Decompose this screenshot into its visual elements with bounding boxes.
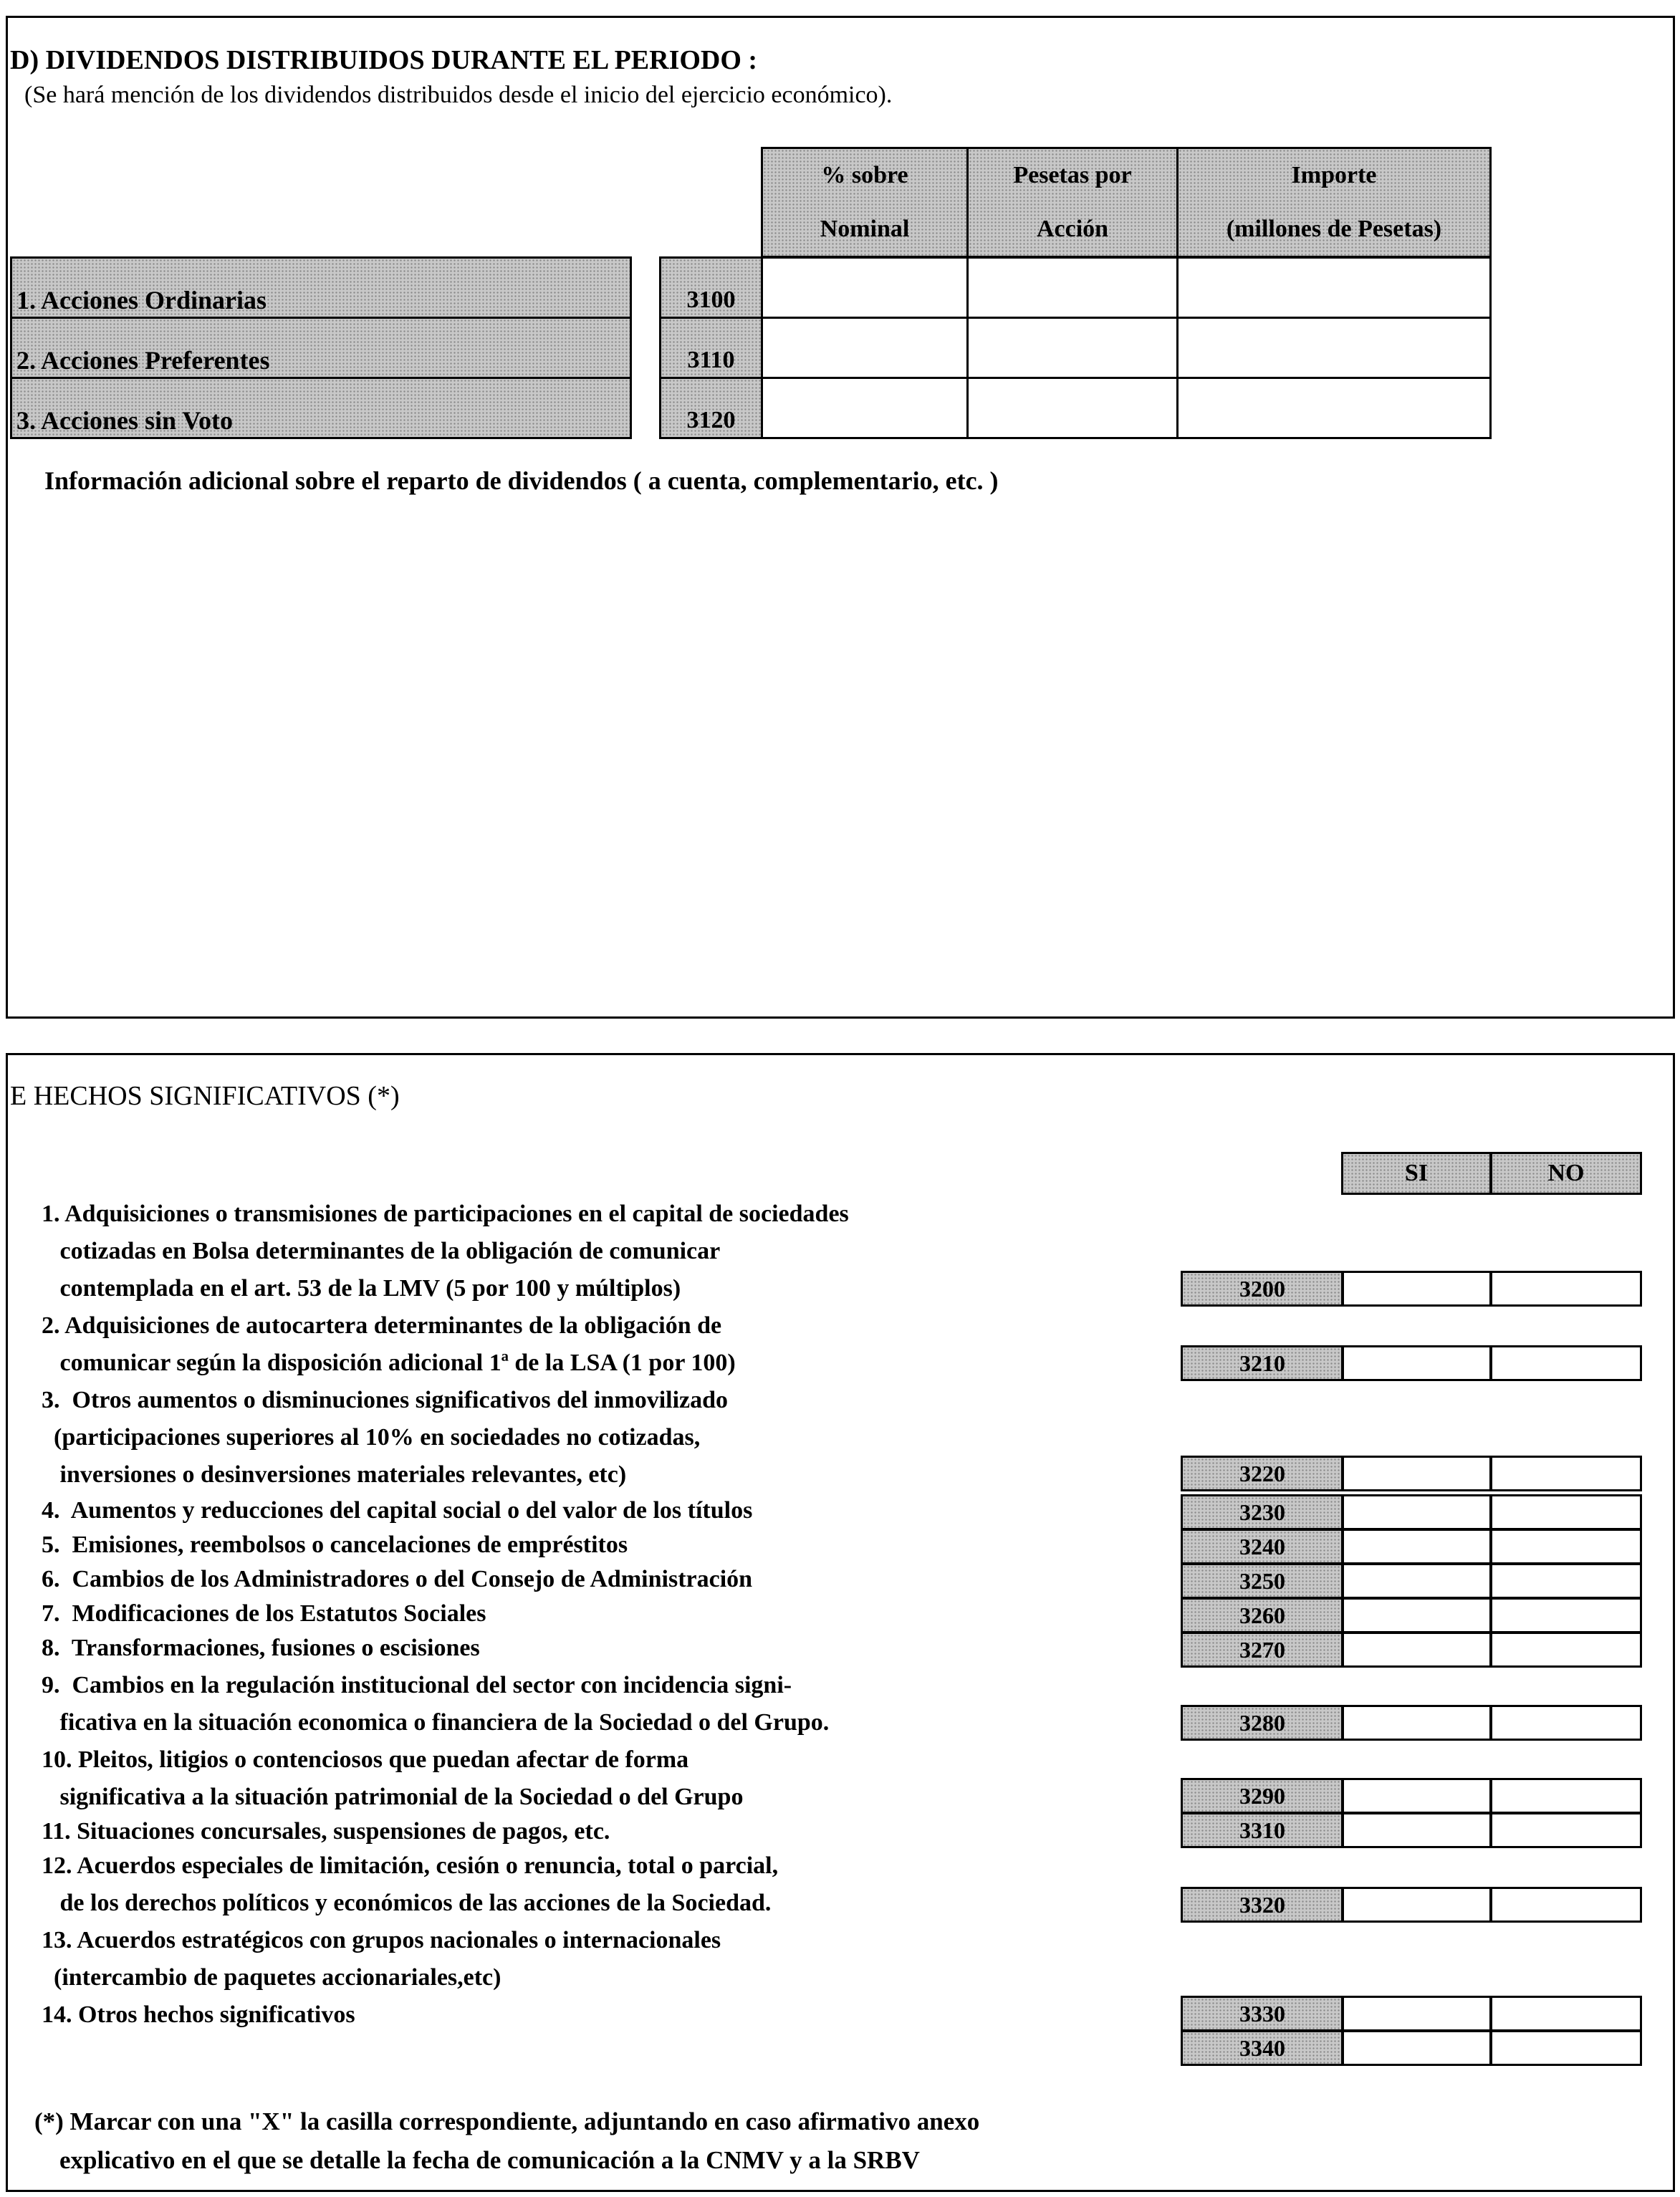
fact-code-text: 3220: [1239, 1460, 1285, 1486]
fact-code: [1181, 1778, 1344, 1814]
significant-fact-line: 7. Modificaciones de los Estatutos Sociales: [42, 1600, 486, 1627]
significant-fact-line: 4. Aumentos y reducciones del capital social o del valor de los títulos: [42, 1497, 753, 1524]
si-checkbox[interactable]: [1341, 1597, 1492, 1633]
no-checkbox[interactable]: [1490, 1996, 1642, 2032]
section-d-title: D) DIVIDENDOS DISTRIBUIDOS DURANTE EL PERIODO :: [10, 45, 758, 75]
no-checkbox[interactable]: [1490, 1345, 1642, 1381]
significant-fact-line: (intercambio de paquetes accionariales,etc): [42, 1964, 501, 1991]
significant-fact-line: 12. Acuerdos especiales de limitación, cesión o renuncia, total o parcial,: [42, 1852, 779, 1879]
si-checkbox[interactable]: [1341, 1563, 1492, 1599]
si-checkbox[interactable]: [1341, 2030, 1492, 2066]
no-checkbox[interactable]: [1490, 1494, 1642, 1530]
footnote-line-1: (*) Marcar con una "X" la casilla correspondiente, adjuntando en caso afirmativo anexo: [34, 2107, 980, 2135]
significant-fact-line: comunicar según la disposición adicional 1ª de la LSA (1 por 100): [42, 1350, 736, 1376]
row-label-acciones-preferentes: [10, 317, 632, 379]
fact-code-text: 3230: [1239, 1499, 1285, 1525]
significant-fact-line: 14. Otros hechos significativos: [42, 2001, 355, 2028]
significant-fact-line: 8. Transformaciones, fusiones o escisiones: [42, 1635, 480, 1661]
row-code-text: 3100: [686, 287, 736, 313]
fact-code: [1181, 1529, 1344, 1564]
significant-fact-line: contemplada en el art. 53 de la LMV (5 por 100 y múltiplos): [42, 1275, 681, 1302]
significant-fact-line: 5. Emisiones, reembolsos o cancelaciones de empréstitos: [42, 1532, 628, 1558]
significant-fact-line: significativa a la situación patrimonial de la Sociedad o del Grupo: [42, 1784, 744, 1810]
significant-fact-line: 6. Cambios de los Administradores o del Consejo de Administración: [42, 1566, 753, 1592]
fact-code-text: 3200: [1239, 1275, 1285, 1302]
importe-cell[interactable]: [1176, 377, 1492, 439]
si-checkbox[interactable]: [1341, 1345, 1492, 1381]
fact-code: [1181, 1632, 1344, 1668]
si-checkbox[interactable]: [1341, 1887, 1492, 1923]
significant-fact-line: cotizadas en Bolsa determinantes de la obligación de comunicar: [42, 1238, 721, 1264]
section-e-title: E HECHOS SIGNIFICATIVOS (*): [10, 1081, 400, 1111]
fact-code: [1181, 1812, 1344, 1848]
no-header: [1490, 1152, 1642, 1195]
no-checkbox[interactable]: [1490, 1812, 1642, 1848]
col-header-percent-nominal: [761, 147, 969, 258]
significant-fact-line: 1. Adquisiciones o transmisiones de participaciones en el capital de sociedades: [42, 1201, 849, 1227]
percent-nominal-cell[interactable]: [761, 377, 969, 439]
si-checkbox[interactable]: [1341, 1705, 1492, 1741]
fact-code: [1181, 1597, 1344, 1633]
significant-fact-line: 10. Pleitos, litigios o contenciosos que puedan afectar de forma: [42, 1746, 689, 1773]
fact-code-text: 3270: [1239, 1636, 1285, 1663]
significant-fact-line: ficativa en la situación economica o financiera de la Sociedad o del Grupo.: [42, 1709, 830, 1736]
row-code: [659, 256, 763, 319]
fact-code: [1181, 1996, 1344, 2032]
row-code-text: 3110: [687, 347, 735, 373]
significant-fact-line: de los derechos políticos y económicos de las acciones de la Sociedad.: [42, 1890, 772, 1916]
row-label-text: 2. Acciones Preferentes: [16, 346, 270, 375]
fact-code: [1181, 1271, 1344, 1307]
row-code: [659, 317, 763, 379]
col-header-line1: Pesetas por: [1013, 162, 1132, 189]
col-header-line2: Acción: [1036, 215, 1109, 242]
significant-fact-line: 11. Situaciones concursales, suspensiones de pagos, etc.: [42, 1818, 610, 1845]
significant-fact-line: 13. Acuerdos estratégicos con grupos nacionales o internacionales: [42, 1927, 721, 1953]
row-label-text: 3. Acciones sin Voto: [16, 406, 234, 435]
si-header: [1341, 1152, 1492, 1195]
no-checkbox[interactable]: [1490, 1597, 1642, 1633]
no-checkbox[interactable]: [1490, 1456, 1642, 1491]
significant-fact-line: 3. Otros aumentos o disminuciones significativos del inmovilizado: [42, 1387, 729, 1413]
si-checkbox[interactable]: [1341, 1778, 1492, 1814]
fact-code: [1181, 1563, 1344, 1599]
fact-code-text: 3280: [1239, 1709, 1285, 1736]
row-code-text: 3120: [686, 407, 736, 433]
significant-fact-line: 9. Cambios en la regulación institucional del sector con incidencia signi-: [42, 1672, 792, 1698]
fact-code-text: 3340: [1239, 2034, 1285, 2061]
fact-code: [1181, 1494, 1344, 1530]
section-d-subtitle: (Se hará mención de los dividendos distribuidos desde el inicio del ejercicio económico).: [24, 82, 893, 108]
footnote-line-2: explicativo en el que se detalle la fecha de comunicación a la CNMV y a la SRBV: [34, 2146, 920, 2174]
fact-code-text: 3210: [1239, 1350, 1285, 1376]
fact-code-text: 3320: [1239, 1891, 1285, 1918]
si-checkbox[interactable]: [1341, 1494, 1492, 1530]
no-checkbox[interactable]: [1490, 1705, 1642, 1741]
fact-code: [1181, 2030, 1344, 2066]
significant-fact-line: 2. Adquisiciones de autocartera determinantes de la obligación de: [42, 1312, 722, 1339]
significant-fact-line: inversiones o desinversiones materiales relevantes, etc): [42, 1461, 627, 1488]
si-label: SI: [1404, 1160, 1429, 1186]
fact-code: [1181, 1705, 1344, 1741]
fact-code-text: 3260: [1239, 1602, 1285, 1628]
col-header-line2: Nominal: [820, 215, 910, 242]
dividend-additional-info-label: Información adicional sobre el reparto de dividendos ( a cuenta, complementario, etc. ): [44, 466, 999, 495]
col-header-line1: Importe: [1291, 162, 1377, 189]
no-checkbox[interactable]: [1490, 1887, 1642, 1923]
no-label: NO: [1547, 1160, 1585, 1186]
percent-nominal-cell[interactable]: [761, 317, 969, 379]
fact-code-text: 3250: [1239, 1567, 1285, 1594]
no-checkbox[interactable]: [1490, 2030, 1642, 2066]
no-checkbox[interactable]: [1490, 1529, 1642, 1564]
row-label-acciones-sin-voto: [10, 377, 632, 439]
pesetas-accion-cell[interactable]: [966, 317, 1179, 379]
no-checkbox[interactable]: [1490, 1271, 1642, 1307]
fact-code: [1181, 1456, 1344, 1491]
si-checkbox[interactable]: [1341, 1456, 1492, 1491]
no-checkbox[interactable]: [1490, 1632, 1642, 1668]
significant-fact-line: (participaciones superiores al 10% en sociedades no cotizadas,: [42, 1424, 701, 1451]
fact-code-text: 3290: [1239, 1782, 1285, 1809]
fact-code-text: 3240: [1239, 1533, 1285, 1559]
row-label-text: 1. Acciones Ordinarias: [16, 286, 267, 314]
si-checkbox[interactable]: [1341, 1529, 1492, 1564]
fact-code: [1181, 1887, 1344, 1923]
importe-cell[interactable]: [1176, 256, 1492, 319]
col-header-line2: (millones de Pesetas): [1226, 215, 1442, 242]
percent-nominal-cell[interactable]: [761, 256, 969, 319]
fact-code-text: 3310: [1239, 1817, 1285, 1843]
col-header-pesetas-accion: [966, 147, 1179, 258]
pesetas-accion-cell[interactable]: [966, 256, 1179, 319]
si-checkbox[interactable]: [1341, 1812, 1492, 1848]
row-code: [659, 377, 763, 439]
col-header-line1: % sobre: [821, 162, 908, 189]
pesetas-accion-cell[interactable]: [966, 377, 1179, 439]
importe-cell[interactable]: [1176, 317, 1492, 379]
row-label-acciones-ordinarias: [10, 256, 632, 319]
fact-code: [1181, 1345, 1344, 1381]
fact-code-text: 3330: [1239, 2000, 1285, 2027]
col-header-importe: [1176, 147, 1492, 258]
no-checkbox[interactable]: [1490, 1563, 1642, 1599]
si-checkbox[interactable]: [1341, 1271, 1492, 1307]
si-checkbox[interactable]: [1341, 1996, 1492, 2032]
no-checkbox[interactable]: [1490, 1778, 1642, 1814]
si-checkbox[interactable]: [1341, 1632, 1492, 1668]
